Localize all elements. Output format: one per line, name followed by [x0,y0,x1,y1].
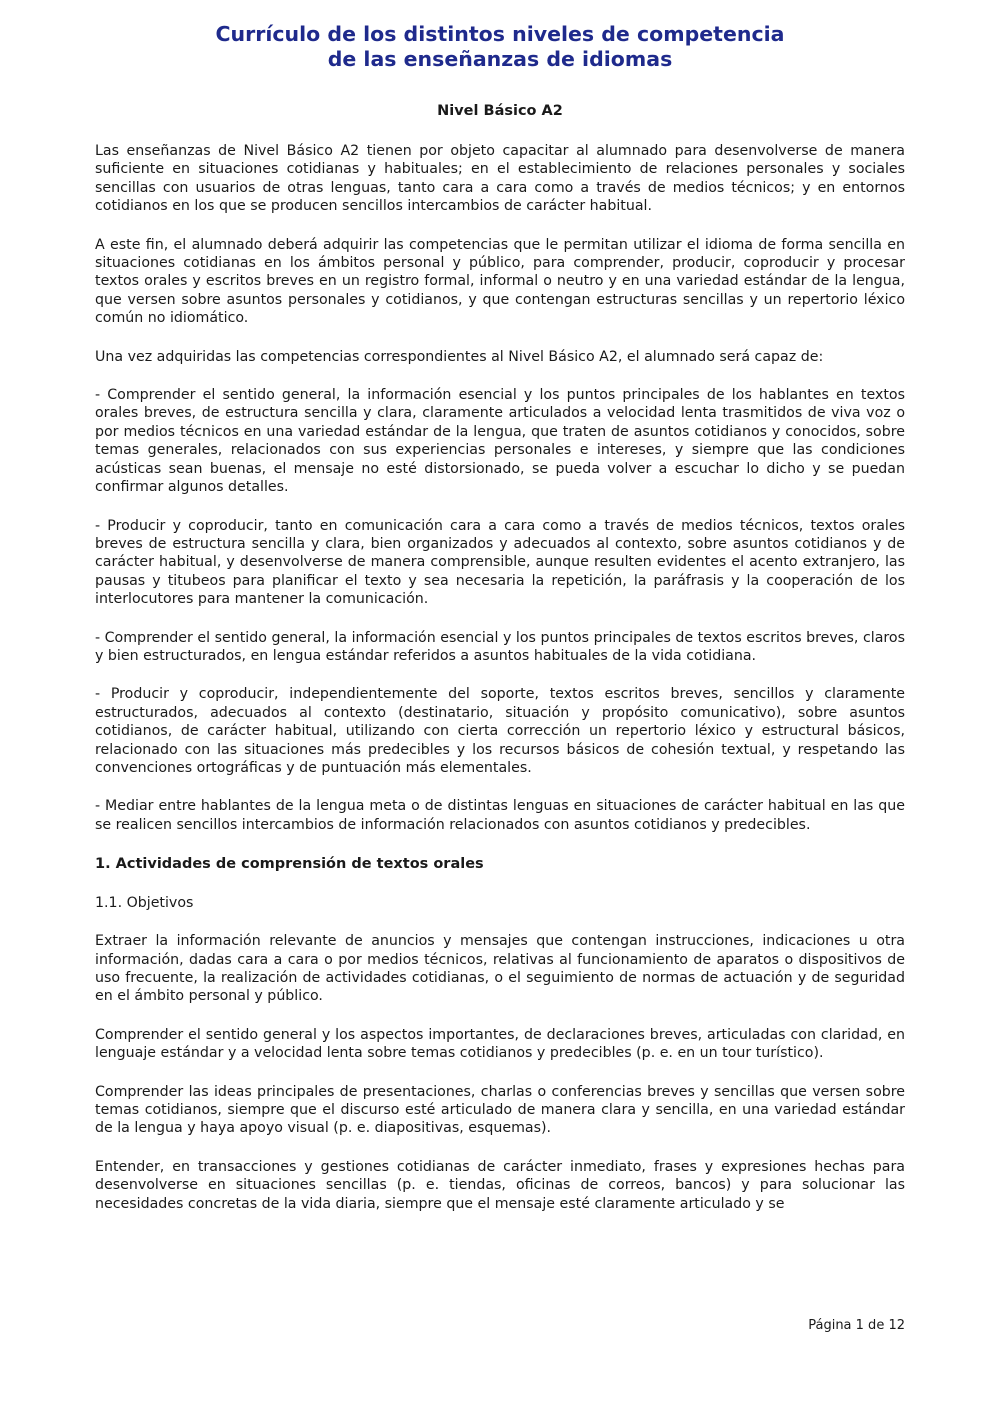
section-heading: 1. Actividades de comprensión de textos orales [95,856,484,873]
intro-paragraph: Las enseñanzas de Nivel Básico A2 tienen por objeto capacitar al alumnado para desenvolverse de manera suficiente en situaciones cotidianas y habituales; en el establecimiento de relaciones personales y sociales sencillas con usuarios de otras lenguas, tanto cara a cara como a través de medios técnicos; y en entornos cotidianos en los que se producen sencillos intercambios de carácter habitual. [95,143,905,215]
objective-item: - Producir y coproducir, tanto en comunicación cara a cara como a través de medios técnicos, textos orales breves de estructura sencilla y clara, bien organizados y adecuados al contexto, sobre asuntos cotidianos y de carácter habitual, y desenvolverse de manera comprensible, aunque resulten evidentes el acento extranjero, las pausas y titubeos para planificar el texto y sea necesaria la repetición, la paráfrasis y la cooperación de los interlocutores para mantener la comunicación. [95,517,905,608]
intro-paragraph: Una vez adquiridas las competencias correspondientes al Nivel Básico A2, el alumnado será capaz de: [95,348,824,365]
title-line-1: Currículo de los distintos niveles de competencia [215,22,785,46]
objective-item: - Comprender el sentido general, la información esencial y los puntos principales de textos escritos breves, claros y bien estructurados, en lengua estándar referidos a asuntos habituales de la vida cotidiana. [95,629,905,664]
objective-item: - Mediar entre hablantes de la lengua meta o de distintas lenguas en situaciones de carácter habitual en las que se realicen sencillos intercambios de información relacionados con asuntos cotidianos y predecibles. [95,798,905,833]
page-number: Página 1 de 12 [808,1318,905,1333]
section-paragraph: Entender, en transacciones y gestiones cotidianas de carácter inmediato, frases y expresiones hechas para desenvolverse en situaciones sencillas (p. e. tiendas, oficinas de correos, bancos) y para solucionar las necesidades concretas de la vida diaria, siempre que el mensaje esté claramente articulado y se [95,1158,905,1212]
section-paragraph: Comprender el sentido general y los aspectos importantes, de declaraciones breves, articuladas con claridad, en lenguaje estándar y a velocidad lenta sobre temas cotidianos y predecibles (p. e. en un tour turístico). [95,1026,905,1062]
section-paragraph: Extraer la información relevante de anuncios y mensajes que contengan instrucciones, indicaciones u otra información, dadas cara a cara o por medios técnicos, relativas al funcionamiento de aparatos o dispositivos de uso frecuente, la realización de actividades cotidianas, o el seguimiento de normas de actuación y de seguridad en el ámbito personal y público. [95,933,905,1005]
objective-item: - Producir y coproducir, independientemente del soporte, textos escritos breves, sencillos y claramente estructurados, adecuados al contexto (destinatario, situación y propósito comunicativo), sobre asuntos cotidianos, de carácter habitual, utilizando con cierta corrección un repertorio léxico y estructural básicos, relacionado con las situaciones más predecibles y los recursos básicos de cohesión textual, y respetando las convenciones ortográficas y de puntuación más elementales. [95,686,905,776]
document-page [95,22,905,1213]
subsection-heading: 1.1. Objetivos [95,895,194,912]
section-paragraph: Comprender las ideas principales de presentaciones, charlas o conferencias breves y sencillas que versen sobre temas cotidianos, siempre que el discurso esté articulado de manera clara y sencilla, en una variedad estándar de la lengua y haya apoyo visual (p. e. diapositivas, esquemas). [95,1083,905,1137]
title-line-2: de las enseñanzas de idiomas [327,47,673,71]
intro-paragraph: A este fin, el alumnado deberá adquirir las competencias que le permitan utilizar el idioma de forma sencilla en situaciones cotidianas en los ámbitos personal y público, para comprender, producir, coproducir y procesar textos orales y escritos breves en un registro formal, informal o neutro y en una variedad estándar de la lengua, que versen sobre asuntos personales y cotidianos, y que contengan estructuras sencillas y un repertorio léxico común no idiomático. [95,236,905,327]
document-title [95,22,905,72]
objective-item: - Comprender el sentido general, la información esencial y los puntos principales de los hablantes en textos orales breves, de estructura sencilla y clara, claramente articulados a velocidad lenta trasmitidos de viva voz o por medios técnicos en una variedad estándar de la lengua, que traten de asuntos cotidianos y conocidos, sobre temas generales, relacionados con sus experiencias personales e intereses, y siempre que las condiciones acústicas sean buenas, el mensaje no esté distorsionado, se pueda volver a escuchar lo dicho y se puedan confirmar algunos detalles. [95,387,905,496]
level-heading: Nivel Básico A2 [437,103,563,119]
